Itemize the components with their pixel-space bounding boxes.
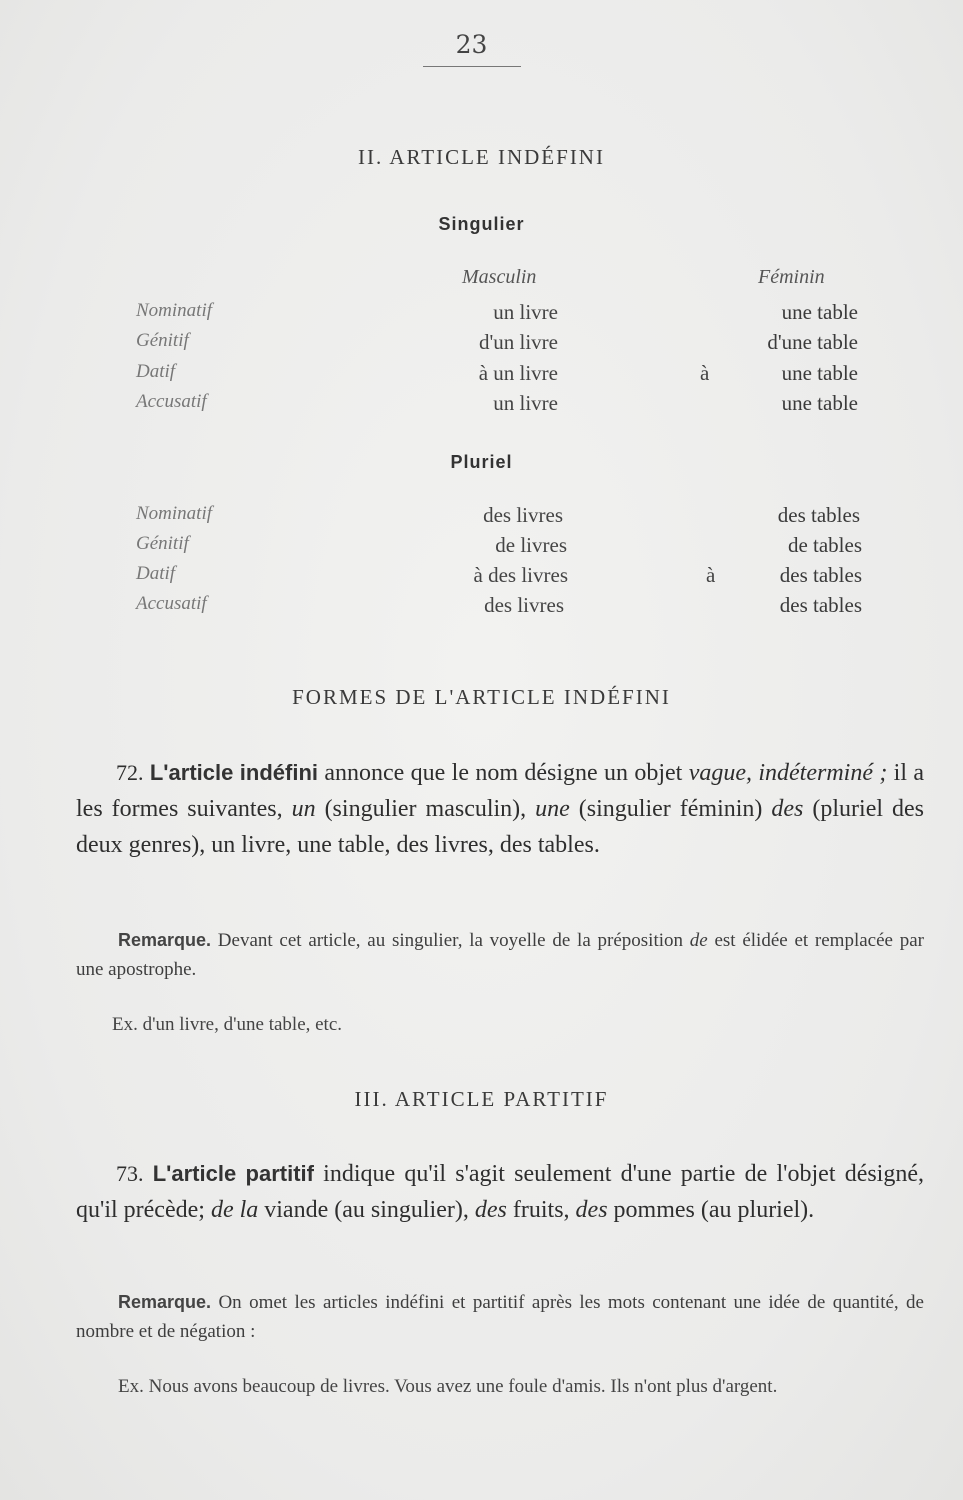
paragraph-number: 73. [116,1161,144,1186]
feminine-form: des tables [777,503,860,527]
paragraph-72 [76,755,924,863]
example-2 [76,1372,924,1401]
feminine-form: une table [781,361,858,385]
case-label: Génitif [136,533,189,554]
masculine-form: des livres [484,593,564,617]
emphasis-text: vague, indéterminé ; [688,760,888,786]
remark-2 [76,1288,924,1346]
paragraph-text: (singulier masculin), [315,796,536,822]
masculine-form: à des livres [473,563,568,587]
case-label: Datif [136,361,176,382]
paragraph-text: (pluriel des deux genres), un livre, une table, des livres, des tables. [76,796,924,858]
paragraph-text: pommes (au pluriel). [607,1197,815,1223]
emphasis-text: un [291,796,316,822]
case-label: Nominatif [136,503,213,524]
remark-text: Devant cet article, au singulier, la voyelle de la préposition [211,930,690,951]
masculine-form: des livres [483,503,563,527]
remark-text: On omet les articles indéfini et partitif après les mots contenant une idée de quantité, de nombre et de négation : [76,1292,924,1342]
paragraph-text: il a les formes suivantes, [76,760,925,822]
example-text: Ex. Nous avons beaucoup de livres. Vous avez une foule d'amis. Ils n'ont plus d'argent. [118,1376,778,1397]
remark-1 [76,926,924,984]
term-article-indefini: L'article indéfini [149,760,319,785]
paragraph-text: (singulier féminin) [569,796,772,822]
section-title-indefinite: II. ARTICLE INDÉFINI [358,145,605,169]
paragraph-text: fruits, [506,1197,576,1223]
section-title-partitive: III. ARTICLE PARTITIF [354,1087,609,1111]
declension-row [0,563,963,593]
emphasis-text: des [474,1197,507,1223]
feminine-preposition: à [706,563,716,587]
feminine-form: des tables [779,563,862,587]
feminine-form: d'une table [767,330,858,354]
masculine-form: à un livre [478,361,558,385]
feminine-preposition: à [700,361,710,385]
masculine-form: un livre [493,300,558,324]
masculine-form: d'un livre [478,330,558,354]
declension-row [0,361,963,391]
paragraph-text: indique qu'il s'agit seulement d'une partie de l'objet désigné, qu'il précède; [76,1161,925,1223]
remark-label: Remarque. [118,1292,212,1312]
page-number-rule [423,66,521,67]
case-label: Datif [136,563,176,584]
plural-heading: Pluriel [450,452,513,472]
example-1: Ex. d'un livre, d'une table, etc. [112,1014,343,1035]
feminine-column-heading: Féminin [758,266,825,288]
declension-row [0,330,963,360]
emphasis-text: de [689,930,708,951]
feminine-form: une table [781,300,858,324]
case-label: Nominatif [136,300,213,321]
paragraph-73 [76,1156,924,1228]
feminine-form: de tables [787,533,862,557]
masculine-form: un livre [493,391,558,415]
case-label: Génitif [136,330,189,351]
term-article-partitif: L'article partitif [152,1161,314,1186]
masculine-column-heading: Masculin [462,266,537,288]
declension-row [0,391,963,421]
emphasis-text: des [771,796,804,822]
masculine-form: de livres [495,533,567,557]
feminine-form: des tables [779,593,862,617]
emphasis-text: une [535,796,570,822]
remark-text: est élidée et remplacée par une apostrophe. [76,930,924,980]
declension-row [0,503,963,533]
emphasis-text: de la [210,1197,259,1223]
declension-row [0,533,963,563]
page-number: 23 [455,30,488,59]
forms-title: FORMES DE L'ARTICLE INDÉFINI [292,685,671,709]
paragraph-text: viande (au singulier), [258,1197,475,1223]
singular-heading: Singulier [438,214,525,234]
paragraph-number: 72. [116,760,144,785]
case-label: Accusatif [136,593,207,614]
remark-label: Remarque. [118,930,212,950]
declension-row [0,300,963,330]
declension-row [0,593,963,623]
case-label: Accusatif [136,391,207,412]
feminine-form: une table [781,391,858,415]
paragraph-text: annonce que le nom désigne un objet [318,760,689,786]
emphasis-text: des [575,1197,608,1223]
